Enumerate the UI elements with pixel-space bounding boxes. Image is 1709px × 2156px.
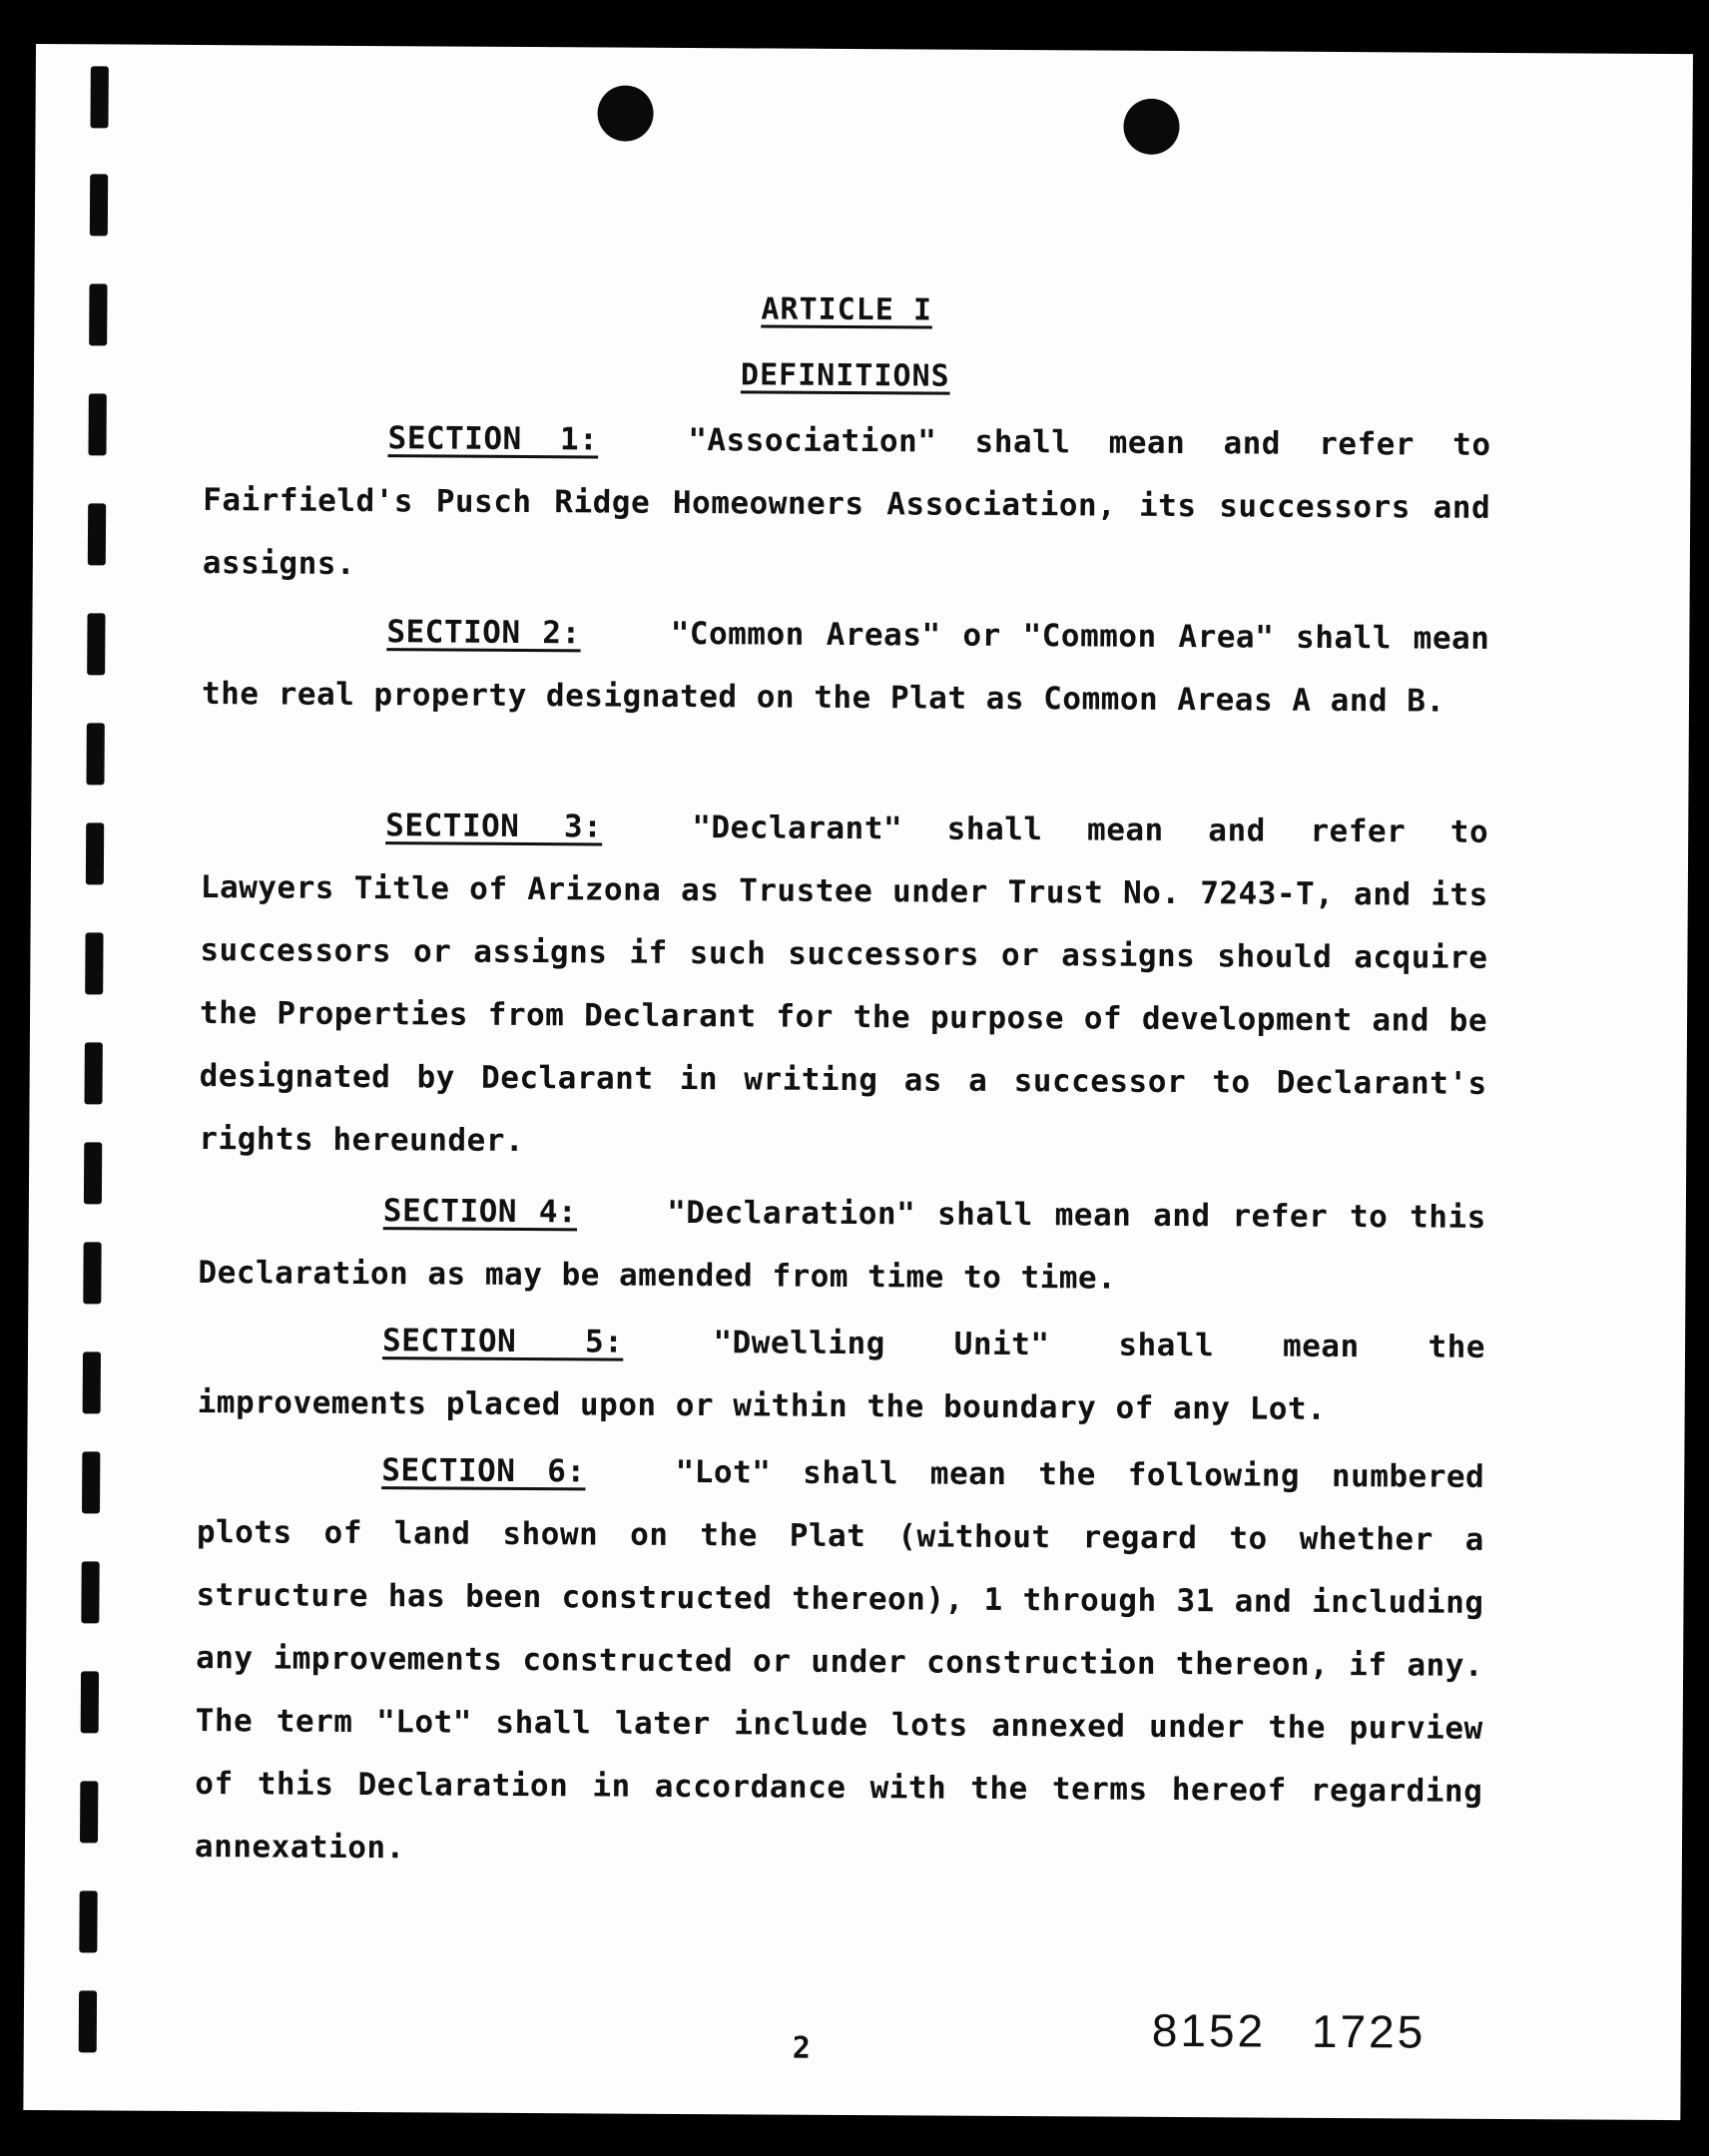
section-1-label: SECTION 1:	[387, 420, 599, 458]
section-4	[198, 1179, 1486, 1313]
section-2-label: SECTION 2:	[386, 614, 581, 652]
punch-hole-right	[1123, 99, 1179, 155]
article-title: ARTICLE I	[761, 291, 933, 328]
punch-hole-left	[597, 85, 653, 141]
section-3-text: "Declarant" shall mean and refer to Lawyers Title of Arizona as Trustee under Trust No. 7243-T, and its successors or assigns if such successors or assigns should acquire the Properties from Declarant for the purpose of development and be designated by Declarant in writing as a successor to Declarant's rights hereunder.	[199, 809, 1489, 1160]
section-4-text: "Declaration" shall mean and refer to this Declaration as may be amended from time to time.	[198, 1194, 1486, 1297]
binder-marks	[36, 44, 1693, 54]
section-4-label: SECTION 4:	[382, 1193, 578, 1231]
section-3	[199, 794, 1488, 1179]
section-1	[203, 406, 1491, 603]
section-5	[197, 1309, 1485, 1442]
section-5-label: SECTION 5:	[381, 1323, 624, 1360]
article-subtitle: DEFINITIONS	[740, 357, 950, 394]
section-5-text: "Dwelling Unit" shall mean the improvements placed upon or within the boundary of any Lot.	[197, 1325, 1486, 1427]
section-2	[202, 600, 1490, 734]
section-1-text: "Association" shall mean and refer to Fairfield's Pusch Ridge Homeowners Association, its successors and assigns.	[202, 421, 1491, 582]
section-6-label: SECTION 6:	[381, 1452, 586, 1490]
section-2-text: "Common Areas" or "Common Area" shall mean the real property designated on the Plat as Common Areas A and B.	[201, 615, 1490, 720]
document-page	[23, 44, 1693, 2120]
section-6	[195, 1438, 1485, 1886]
section-6-text: "Lot" shall mean the following numbered plots of land shown on the Plat (without regard to whether a structure has been constructed thereon), 1 through 31 and including any improvements constructed or under construction thereon, if any. The term "Lot" shall later include lots annexed under the purview of this Declaration in accordance with the terms hereof regarding annexation.	[194, 1453, 1485, 1867]
document-number: 8152 1725	[1151, 2003, 1426, 2058]
section-3-label: SECTION 3:	[385, 808, 603, 845]
page-number: 2	[792, 2030, 811, 2066]
